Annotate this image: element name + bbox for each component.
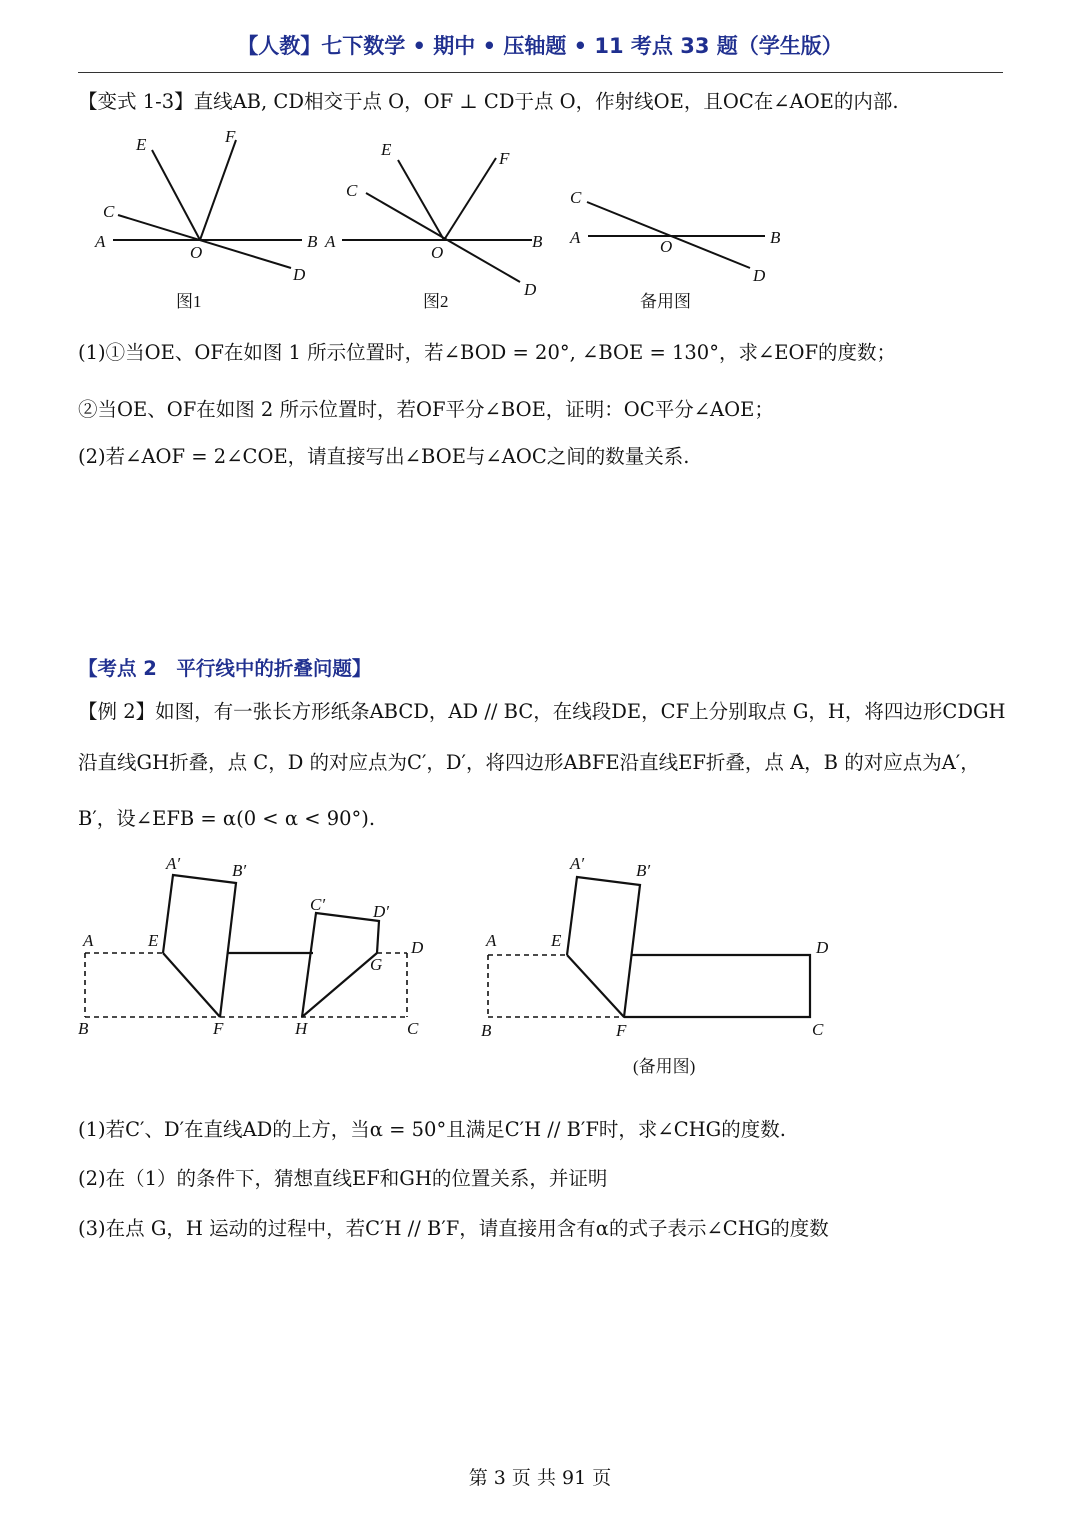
label-g: G bbox=[370, 955, 383, 974]
label-b: B bbox=[307, 232, 318, 251]
figure-spare-caption: 备用图 bbox=[640, 292, 691, 311]
example-2-line-1: 【例 2】如图，有一张长方形纸条ABCD，AD // BC，在线段DE，CF上分别取点 G，H，将四边形CDGH bbox=[78, 700, 1006, 723]
folded-abfe bbox=[163, 875, 236, 1017]
line-cd bbox=[118, 215, 291, 268]
label-d: D bbox=[753, 266, 766, 285]
example-2-line-3: B′，设∠EFB = α(0 < α < 90°). bbox=[78, 807, 376, 830]
label-a-prime: A′ bbox=[166, 854, 181, 873]
label-c: C bbox=[570, 188, 582, 207]
label-f: F bbox=[616, 1021, 627, 1040]
label-b-prime: B′ bbox=[232, 861, 247, 880]
example-2-question-3: (3)在点 G，H 运动的过程中，若C′H // B′F，请直接用含有α的式子表示∠CHG的度数 bbox=[78, 1217, 829, 1240]
folded-cdgh bbox=[302, 913, 379, 1017]
spare-caption: (备用图) bbox=[633, 1057, 696, 1076]
label-b: B bbox=[481, 1021, 492, 1040]
ray-of bbox=[444, 158, 496, 240]
label-e: E bbox=[381, 140, 392, 159]
label-b: B bbox=[532, 232, 543, 251]
label-h: H bbox=[295, 1019, 308, 1038]
label-a: A bbox=[95, 232, 106, 251]
label-c: C bbox=[812, 1020, 824, 1039]
label-f: F bbox=[213, 1019, 224, 1038]
label-e: E bbox=[148, 931, 159, 950]
fold-gh bbox=[302, 953, 377, 1017]
header-rule bbox=[78, 72, 1003, 73]
page-number: 第 3 页 共 91 页 bbox=[468, 1467, 612, 1489]
ray-oe bbox=[152, 150, 200, 240]
example-2-question-1: (1)若C′、D′在直线AD的上方，当α = 50°且满足C′H // B′F时，求∠CHG的度数. bbox=[78, 1118, 786, 1141]
label-o: O bbox=[431, 243, 444, 262]
label-c: C bbox=[346, 181, 358, 200]
label-a: A bbox=[325, 232, 336, 251]
label-o: O bbox=[190, 243, 203, 262]
label-a: A bbox=[570, 228, 581, 247]
variant-question-1a: (1)①当OE、OF在如图 1 所示位置时，若∠BOD = 20°, ∠BOE = 130°，求∠EOF的度数； bbox=[78, 341, 897, 364]
label-e: E bbox=[136, 135, 147, 154]
label-b-prime: B′ bbox=[636, 861, 651, 880]
label-b: B bbox=[78, 1019, 89, 1038]
label-f: F bbox=[499, 149, 510, 168]
label-a: A bbox=[486, 931, 497, 950]
fold-ef bbox=[567, 955, 624, 1017]
label-f: F bbox=[225, 127, 236, 146]
label-c: C bbox=[103, 202, 115, 221]
label-c: C bbox=[407, 1019, 419, 1038]
ray-oe bbox=[398, 160, 444, 240]
label-d: D bbox=[524, 280, 537, 299]
rectangle-fdc bbox=[624, 955, 810, 1017]
label-c-prime: C′ bbox=[310, 895, 326, 914]
figure-2-caption: 图2 bbox=[423, 292, 449, 311]
example-2-question-2: (2)在（1）的条件下，猜想直线EF和GH的位置关系，并证明 bbox=[78, 1167, 608, 1190]
label-a: A bbox=[83, 931, 94, 950]
ray-of bbox=[200, 140, 236, 240]
label-b: B bbox=[770, 228, 781, 247]
label-o: O bbox=[660, 237, 673, 256]
label-d: D bbox=[293, 265, 306, 284]
variant-question-2: (2)若∠AOF = 2∠COE，请直接写出∠BOE与∠AOC之间的数量关系. bbox=[78, 445, 690, 468]
fold-ef bbox=[163, 953, 220, 1017]
variant-intro: 【变式 1-3】直线AB, CD相交于点 O，OF ⊥ CD于点 O，作射线OE，且OC在∠AOE的内部. bbox=[78, 90, 899, 113]
variant-question-1b: ②当OE、OF在如图 2 所示位置时，若OF平分∠BOE，证明：OC平分∠AOE； bbox=[78, 398, 774, 421]
label-d: D bbox=[816, 938, 829, 957]
label-d-prime: D′ bbox=[373, 902, 389, 921]
figure-1-caption: 图1 bbox=[176, 292, 202, 311]
label-d: D bbox=[411, 938, 424, 957]
section-2-title: 【考点 2 平行线中的折叠问题】 bbox=[78, 657, 372, 680]
label-a-prime: A′ bbox=[570, 854, 585, 873]
example-2-line-2: 沿直线GH折叠，点 C，D 的对应点为C′，D′，将四边形ABFE沿直线EF折叠，点 A，B 的对应点为A′， bbox=[78, 751, 980, 774]
label-e: E bbox=[551, 931, 562, 950]
document-header: 【人教】七下数学 • 期中 • 压轴题 • 11 考点 33 题（学生版） bbox=[237, 34, 843, 58]
